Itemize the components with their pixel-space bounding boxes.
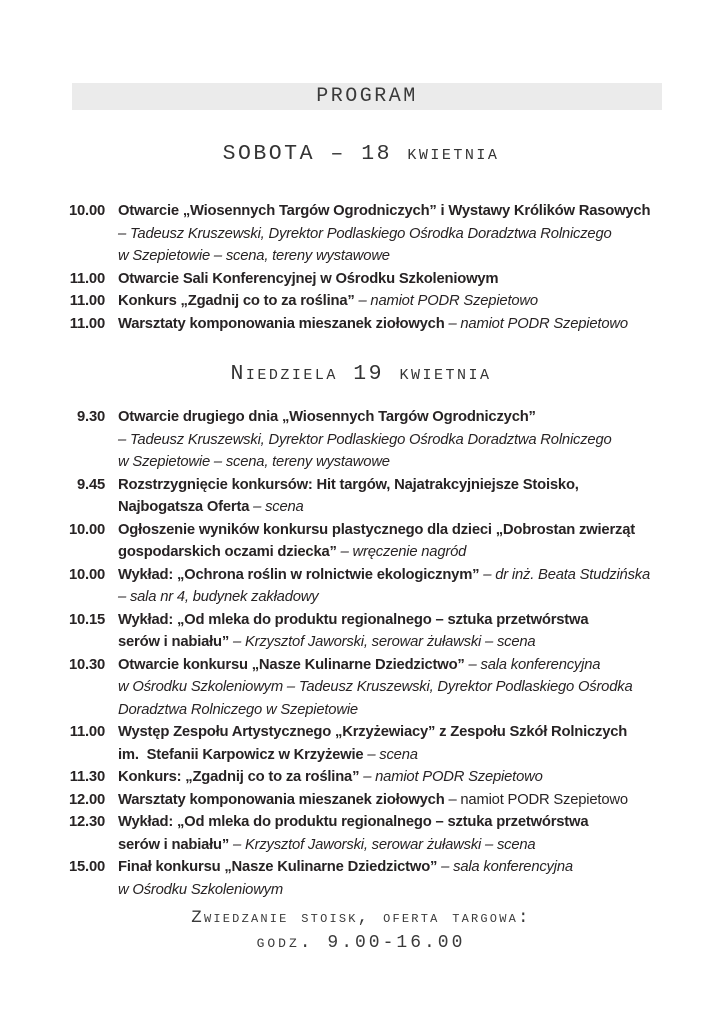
event-text-segment: serów i nabiału” — [118, 836, 230, 853]
event-text-line — [118, 406, 612, 429]
event-text-segment: Rozstrzygnięcie konkursów: Hit targów, Najatrakcyjniejsze Stoisko, — [118, 476, 579, 493]
event-text-segment: Ogłoszenie wyników konkursu plastycznego dla dzieci „Dobrostan zwierząt — [118, 521, 635, 538]
event-row — [59, 811, 650, 856]
event-description — [118, 564, 650, 609]
footer-line-2: godz. 9.00-16.00 — [256, 933, 466, 953]
event-row — [59, 200, 650, 268]
event-row — [59, 519, 650, 564]
event-text-segment: Wykład: „Od mleka do produktu regionalnego – sztuka przetwórstwa — [118, 611, 589, 628]
event-row — [59, 313, 650, 336]
event-text-segment: w Szepietowie – scena, tereny wystawowe — [118, 248, 390, 264]
event-text-segment: – namiot PODR Szepietowo — [444, 791, 628, 808]
event-description — [118, 290, 538, 313]
event-text-segment: Warsztaty komponowania mieszanek ziołowych — [118, 791, 445, 808]
event-time: 11.30 — [69, 769, 105, 785]
event-text-segment: im. Stefanii Karpowicz w Krzyżewie — [118, 746, 364, 763]
event-time: 12.00 — [68, 791, 105, 808]
event-row — [59, 721, 650, 766]
event-text-segment: – dr inż. Beata Studzińska — [479, 566, 650, 583]
event-text-line — [118, 245, 650, 268]
event-row — [59, 406, 650, 474]
event-text-segment: Warsztaty komponowania mieszanek ziołowych — [118, 315, 445, 332]
event-text-line — [118, 223, 650, 246]
event-description — [118, 200, 650, 268]
day-title-sunday: Niedziela 19 kwietnia — [230, 362, 492, 386]
event-time: 9.30 — [77, 409, 105, 425]
event-text-line — [118, 631, 588, 654]
event-text-segment: – sala konferencyjna — [437, 859, 573, 875]
event-description — [118, 406, 612, 474]
event-text-segment: Otwarcie „Wiosennych Targów Ogrodniczych” i Wystawy Królików Rasowych — [118, 203, 651, 219]
event-text-line — [118, 451, 612, 474]
event-text-segment: – scena — [249, 499, 304, 515]
event-text-segment: – Krzysztof Jaworski, serowar żuławski – scena — [229, 634, 536, 650]
program-header-bar — [72, 83, 662, 110]
event-text-segment: Wykład: „Ochrona roślin w rolnictwie ekologicznym” — [118, 566, 480, 583]
event-text-segment: Wykład: „Od mleka do produktu regionalnego – sztuka przetwórstwa — [118, 814, 589, 830]
event-time: 10.15 — [68, 611, 105, 628]
event-description — [118, 268, 498, 291]
event-description — [118, 313, 628, 336]
event-description — [118, 721, 627, 766]
event-text-segment: – Tadeusz Kruszewski, Dyrektor Podlaskiego Ośrodka Doradztwa Rolniczego — [118, 431, 612, 448]
event-description — [118, 811, 588, 856]
event-time: 11.00 — [69, 293, 105, 309]
event-row — [59, 654, 650, 722]
event-text-segment: – namiot PODR Szepietowo — [444, 315, 628, 332]
event-text-line — [118, 856, 573, 879]
event-time: 11.00 — [69, 724, 105, 740]
event-description — [118, 474, 579, 519]
event-text-segment: w Szepietowie – scena, tereny wystawowe — [118, 454, 390, 470]
event-text-segment: – Tadeusz Kruszewski, Dyrektor Podlaskiego Ośrodka Doradztwa Rolniczego — [118, 225, 612, 242]
event-row — [59, 609, 650, 654]
event-list-saturday — [59, 200, 650, 335]
event-text-line — [118, 676, 632, 699]
event-text-line — [118, 834, 588, 857]
event-text-line — [118, 290, 538, 313]
event-text-segment: Otwarcie Sali Konferencyjnej w Ośrodku Szkoleniowym — [118, 270, 499, 287]
event-row — [59, 789, 650, 812]
event-text-segment: – scena — [363, 746, 418, 763]
event-text-segment: serów i nabiału” — [118, 634, 230, 650]
event-text-line — [118, 609, 588, 632]
event-text-line — [118, 654, 632, 677]
event-description — [118, 766, 543, 789]
event-description — [118, 856, 573, 901]
event-time: 11.00 — [69, 270, 105, 287]
event-time: 15.00 — [68, 859, 105, 875]
event-text-segment: – namiot PODR Szepietowo — [354, 293, 538, 309]
event-text-segment: – wręczenie nagród — [336, 544, 467, 560]
event-text-segment: w Ośrodku Szkoleniowym – Tadeusz Kruszewski, Dyrektor Podlaskiego Ośrodka — [118, 679, 633, 695]
event-text-line — [118, 721, 627, 744]
event-text-segment: gospodarskich oczami dziecka” — [118, 544, 337, 560]
event-text-line — [118, 541, 635, 564]
event-row — [59, 474, 650, 519]
event-time: 10.00 — [68, 521, 105, 538]
event-description — [118, 789, 628, 812]
event-text-segment: Konkurs „Zgadnij co to za roślina” — [118, 293, 355, 309]
event-time: 12.30 — [68, 814, 105, 830]
event-text-line — [118, 789, 628, 812]
event-text-line — [118, 879, 573, 902]
event-text-line — [118, 313, 628, 336]
event-text-segment: Konkurs: „Zgadnij co to za roślina” — [118, 769, 360, 785]
event-row — [59, 856, 650, 901]
event-text-segment: Otwarcie drugiego dnia „Wiosennych Targów Ogrodniczych” — [118, 409, 536, 425]
event-text-segment: Najbogatsza Oferta — [118, 499, 250, 515]
event-text-segment: – Krzysztof Jaworski, serowar żuławski – scena — [229, 836, 536, 853]
event-description — [118, 519, 635, 564]
event-text-line — [118, 564, 650, 587]
event-text-segment: – sala nr 4, budynek zakładowy — [118, 589, 319, 605]
event-description — [118, 654, 632, 722]
event-row — [59, 290, 650, 313]
footer-line-1: Zwiedzanie stoisk, oferta targowa: — [191, 908, 531, 928]
event-text-segment: Doradztwa Rolniczego w Szepietowie — [118, 701, 358, 718]
event-text-line — [118, 586, 650, 609]
event-text-line — [118, 766, 543, 789]
event-text-line — [118, 744, 627, 767]
event-text-segment: – namiot PODR Szepietowo — [359, 769, 543, 785]
event-time: 9.45 — [77, 476, 105, 493]
day-title-saturday: SOBOTA – 18 kwietnia — [222, 142, 500, 166]
event-time: 11.00 — [69, 315, 105, 332]
footer-note — [0, 906, 722, 956]
event-row — [59, 564, 650, 609]
event-text-line — [118, 496, 579, 519]
event-text-line — [118, 474, 579, 497]
event-text-line — [118, 699, 632, 722]
event-row — [59, 766, 650, 789]
event-time: 10.00 — [68, 566, 105, 583]
event-text-line — [118, 519, 635, 542]
event-list-sunday — [59, 406, 650, 901]
event-text-segment: Występ Zespołu Artystycznego „Krzyżewiacy” z Zespołu Szkół Rolniczych — [118, 724, 628, 740]
event-description — [118, 609, 588, 654]
event-text-line — [118, 268, 498, 291]
event-text-segment: w Ośrodku Szkoleniowym — [118, 881, 283, 898]
program-title: PROGRAM — [316, 85, 418, 108]
event-row — [59, 268, 650, 291]
event-text-segment: Otwarcie konkursu „Nasze Kulinarne Dziedzictwo” — [118, 656, 465, 673]
event-text-line — [118, 200, 650, 223]
event-time: 10.30 — [68, 656, 105, 673]
event-text-line — [118, 429, 612, 452]
event-text-line — [118, 811, 588, 834]
event-time: 10.00 — [68, 203, 105, 219]
event-text-segment: Finał konkursu „Nasze Kulinarne Dziedzictwo” — [118, 859, 438, 875]
event-text-segment: – sala konferencyjna — [464, 656, 601, 673]
